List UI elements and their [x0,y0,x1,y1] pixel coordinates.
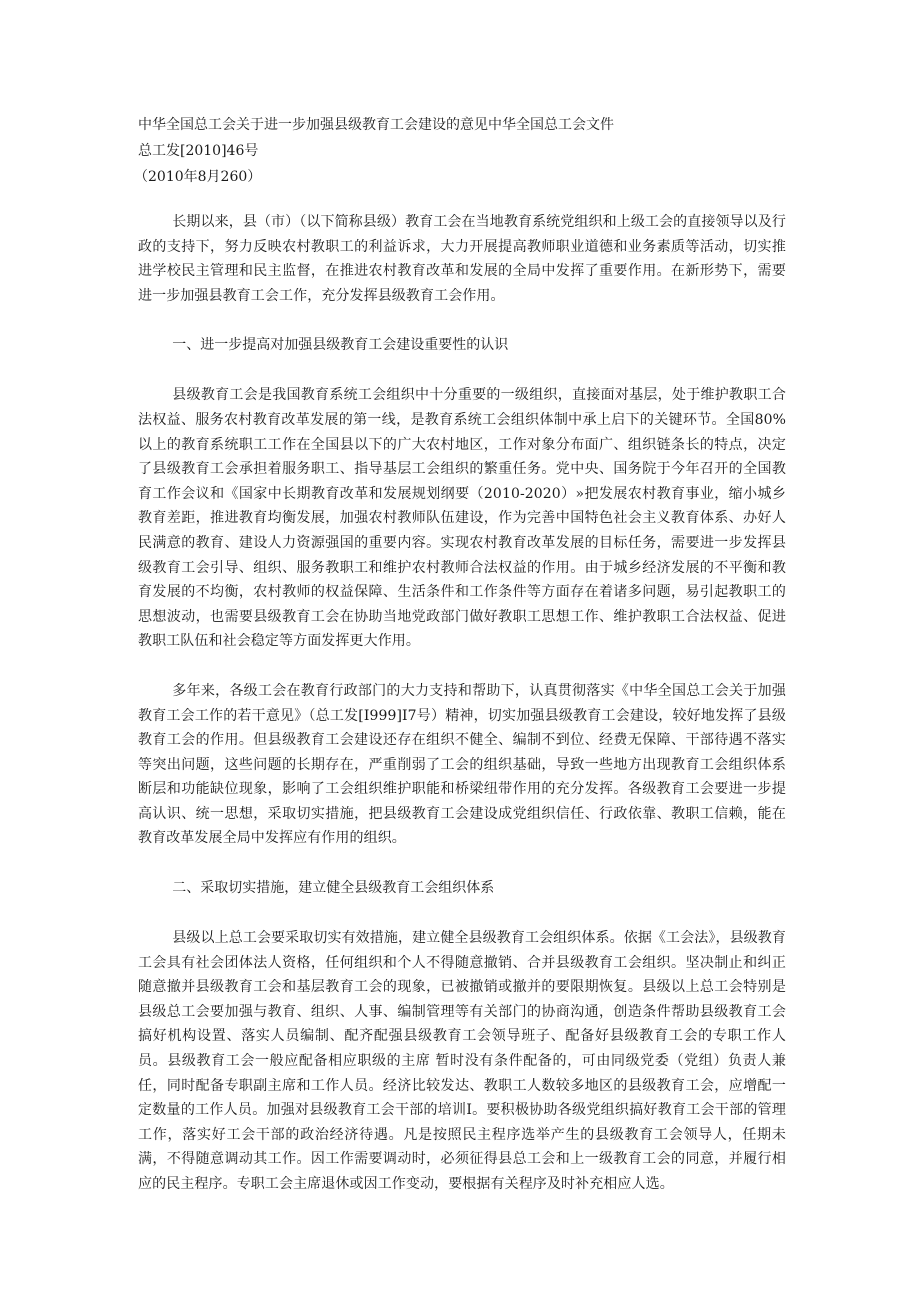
section-1-paragraph-2: 多年来，各级工会在教育行政部门的大力支持和帮助下，认真贯彻落实《中华全国总工会关于加强教育工会工作的若干意见》（总工发[I999]I7号）精神，切实加强县级教育工会建设，较好地发挥了县级教育工会的作用。但县级教育工会建设还存在组织不健全、编制不到位、经费无保障、干部待遇不落实等突出问题，这些问题的长期存在，严重削弱了工会的组织基础，导致一些地方出现教育工会组织体系断层和功能缺位现象，影响了工会组织维护职能和桥梁纽带作用的充分发挥。各级教育工会要进一步提高认识、统一思想，采取切实措施，把县级教育工会建设成党组织信任、行政依靠、教职工信赖，能在教育改革发展全局中发挥应有作用的组织。 [138,682,786,847]
section-1-paragraph-1: 县级教育工会是我国教育系统工会组织中十分重要的一级组织，直接面对基层，处于维护教职工合法权益、服务农村教育改革发展的第一线，是教育系统工会组织体制中承上启下的关键环节。全国80%以上的教育系统职工工作在全国县以下的广大农村地区，工作对象分布面广、组织链条长的特点，决定了县级教育工会承担着服务职工、指导基层工会组织的繁重任务。党中央、国务院于今年召开的全国教育工作会议和《国家中长期教育改革和发展规划纲要（2010-2020）»把发展农村教育事业，缩小城乡教育差距，推进教育均衡发展，加强农村教师队伍建设，作为完善中国特色社会主义教育体系、办好人民满意的教育、建设人力资源强国的重要内容。实现农村教育改革发展的目标任务，需要进一步发挥县级教育工会引导、组织、服务教职工和维护农村教师合法权益的作用。由于城乡经济发展的不平衡和教育发展的不均衡，农村教师的权益保障、生活条件和工作条件等方面存在着诸多问题，易引起教职工的思想波动，也需要县级教育工会在协助当地党政部门做好教职工思想工作、维护教职工合法权益、促进教职工队伍和社会稳定等方面发挥更大作用。 [138,387,786,650]
document-number: 总工发[2010]46号 [138,143,259,159]
document-title: 中华全国总工会关于进一步加强县级教育工会建设的意见中华全国总工会文件 [138,117,614,133]
section-2-paragraph-1: 县级以上总工会要采取切实有效措施，建立健全县级教育工会组织体系。依据《工会法》，县级教育工会具有社会团体法人资格，任何组织和个人不得随意撤销、合并县级教育工会组织。坚决制止和纠正随意撤并县级教育工会和基层教育工会的现象，已被撤销或撤并的要限期恢复。县级以上总工会特别是县级总工会要加强与教育、组织、人事、编制管理等有关部门的协商沟通，创造条件帮助县级教育工会搞好机构设置、落实人员编制、配齐配强县级教育工会领导班子、配备好县级教育工会的专职工作人员。县级教育工会一般应配备相应职级的主席 暂时没有条件配备的，可由同级党委（党组）负责人兼任，同时配备专职副主席和工作人员。经济比较发达、教职工人数较多地区的县级教育工会，应增配一定数量的工作人员。加强对县级教育工会干部的培训I。要积极协助各级党组织搞好教育工会干部的管理工作，落实好工会干部的政治经济待遇。凡是按照民主程序选举产生的县级教育工会领导人，任期未满，不得随意调动其工作。因工作需要调动时，必须征得县总工会和上一级教育工会的同意，并履行相应的民主程序。专职工会主席退休或因工作变动，要根据有关程序及时补充相应人选。 [138,930,786,1192]
document-date: （2010年8月260） [134,169,262,185]
section-2-heading: 二、采取切实措施，建立健全县级教育工会组织体系 [172,880,495,897]
document-page [134,112,786,1222]
intro-paragraph: 长期以来，县（市）（以下简称县级）教育工会在当地教育系统党组织和上级工会的直接领导以及行政的支持下，努力反映农村教职工的利益诉求，大力开展提高教师职业道德和业务素质等活动，切实推进学校民主管理和民主监督，在推进农村教育改革和发展的全局中发挥了重要作用。在新形势下，需要进一步加强县教育工会工作，充分发挥县级教育工会作用。 [138,214,786,304]
section-1-heading: 一、进一步提高对加强县级教育工会建设重要性的认识 [172,337,509,354]
document-header [134,112,786,190]
